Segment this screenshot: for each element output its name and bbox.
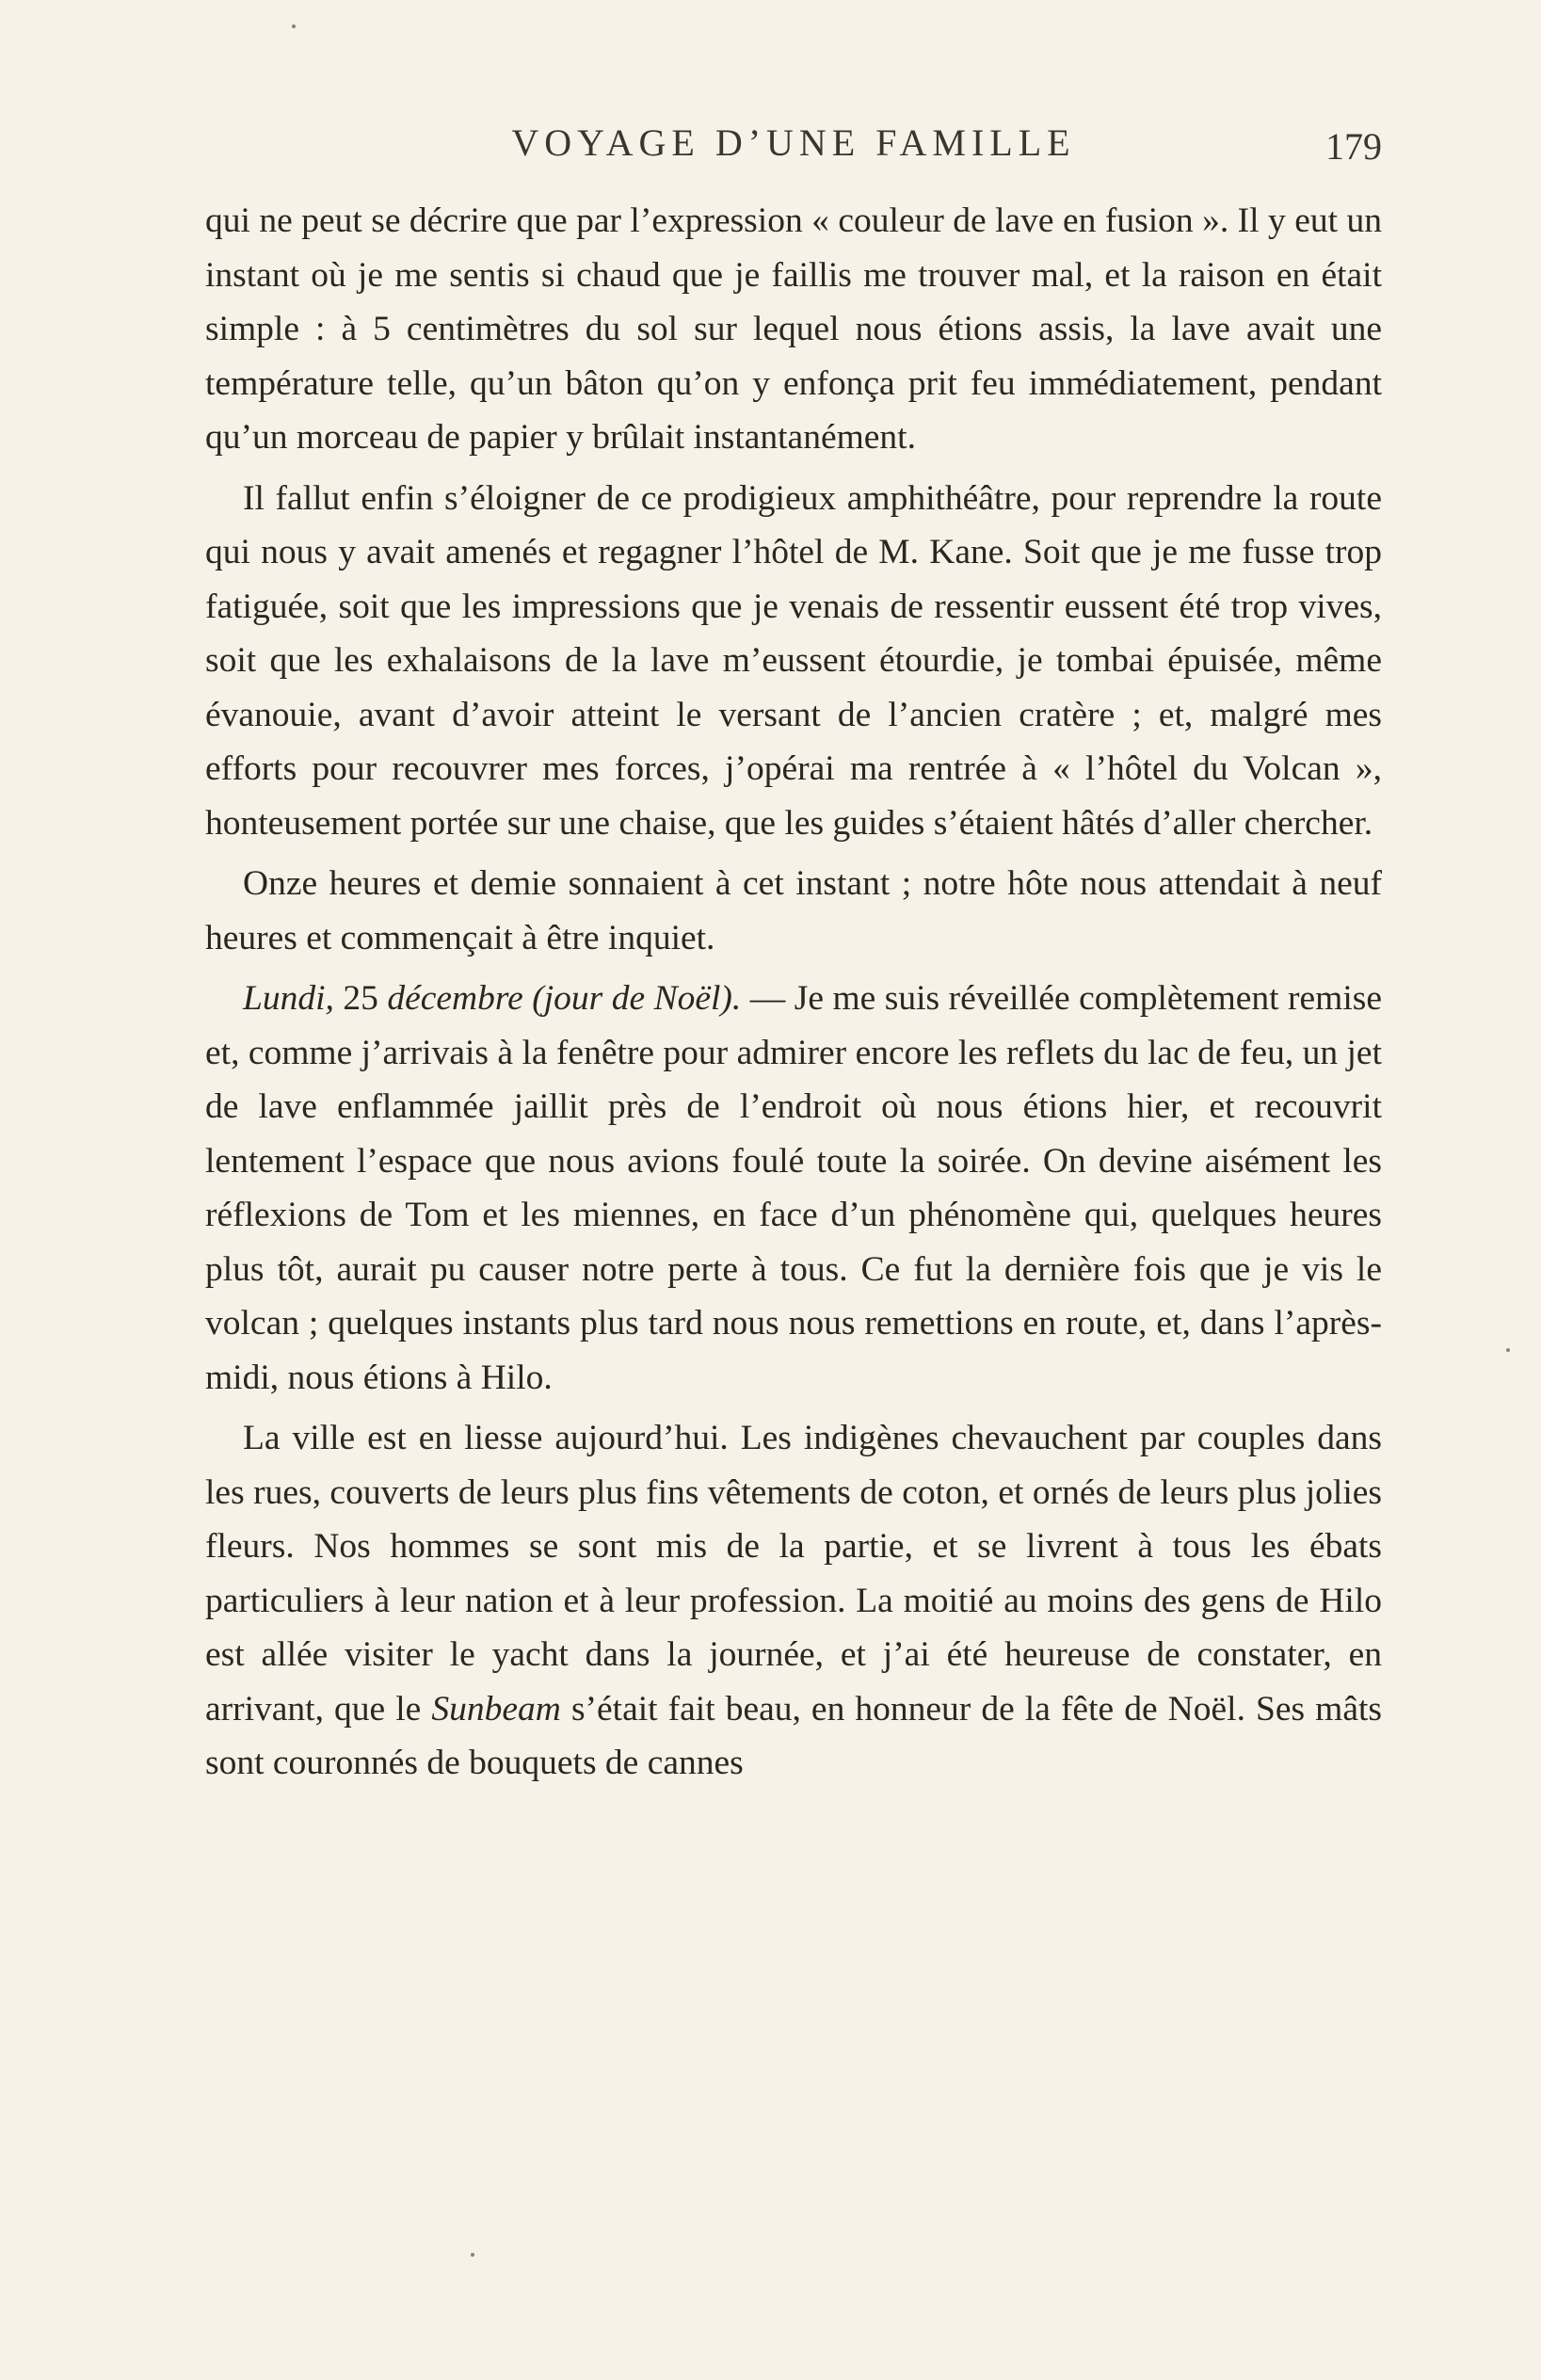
page-number: 179 <box>1325 125 1382 168</box>
date-month: décembre <box>387 979 523 1018</box>
paper-speck <box>292 24 296 28</box>
paragraph-3: Onze heures et demie sonnaient à cet instant ; notre hôte nous attendait à neuf heures et commençait à être inquiet. <box>205 864 1382 957</box>
running-title: VOYAGE D’UNE FAMILLE <box>511 121 1076 164</box>
paragraph-4 <box>205 972 1382 1405</box>
paragraph-4-text: — Je me suis réveillée complètement remise et, comme j’arrivais à la fenêtre pour admirer encore les reflets du lac de feu, un jet de lave enflammée jaillit près de l’endroit où nous étions hier, et recouvrit lentement l’espace que nous avions foulé toute la soirée. On devine aisément les réflexions de Tom et les miennes, en face d’un phénomène qui, quelques heures plus tôt, aurait pu causer notre perte à tous. Ce fut la dernière fois que je vis le volcan ; quelques instants plus tard nous nous remettions en route, et, dans l’après-midi, nous étions à Hilo. <box>205 979 1382 1397</box>
running-head <box>205 115 1382 171</box>
paper-speck <box>1506 1348 1510 1352</box>
ship-name: Sunbeam <box>431 1689 561 1729</box>
body-text <box>205 194 1382 1797</box>
date-holiday: (jour de Noël). <box>522 979 742 1018</box>
date-number: 25 <box>333 979 388 1018</box>
paragraph-5-text-before: La ville est en liesse aujourd’hui. Les indigènes chevauchent par couples dans les rues, couverts de leurs plus fins vêtements de coton, et ornés de leurs plus jolies fleurs. Nos hommes se sont mis de la partie, et se livrent à tous les ébats particuliers à leur nation et à leur profession. La moitié au moins des gens de Hilo est allée visiter le yacht dans la journée, et j’ai été heureuse de constater, en arrivant, que le <box>205 1419 1382 1729</box>
paragraph-1: qui ne peut se décrire que par l’expression « couleur de lave en fusion ». Il y eut un instant où je me sentis si chaud que je faillis me trouver mal, et la raison en était simple : à 5 centimètres du sol sur lequel nous étions assis, la lave avait une température telle, qu’un bâton qu’on y enfonça prit feu immédiatement, pendant qu’un morceau de papier y brûlait instantanément. <box>205 201 1382 457</box>
paragraph-2: Il fallut enfin s’éloigner de ce prodigieux amphithéâtre, pour reprendre la route qui nous y avait amenés et regagner l’hôtel de M. Kane. Soit que je me fusse trop fatiguée, soit que les impressions que je venais de ressentir eussent été trop vives, soit que les exhalaisons de la lave m’eussent étourdie, je tombai épuisée, même évanouie, avant d’avoir atteint le versant de l’ancien cratère ; et, malgré mes efforts pour recouvrer mes forces, j’opérai ma rentrée à « l’hôtel du Volcan », honteusement portée sur une chaise, que les guides s’étaient hâtés d’aller chercher. <box>205 478 1382 843</box>
paragraph-5-text-after: s’était fait beau, en honneur de la fête de Noël. Ses mâts sont couronnés de bouquets de cannes <box>205 1689 1382 1782</box>
paper-speck <box>471 2253 474 2257</box>
paragraph-5 <box>205 1411 1382 1791</box>
date-day: Lundi, <box>243 979 334 1018</box>
